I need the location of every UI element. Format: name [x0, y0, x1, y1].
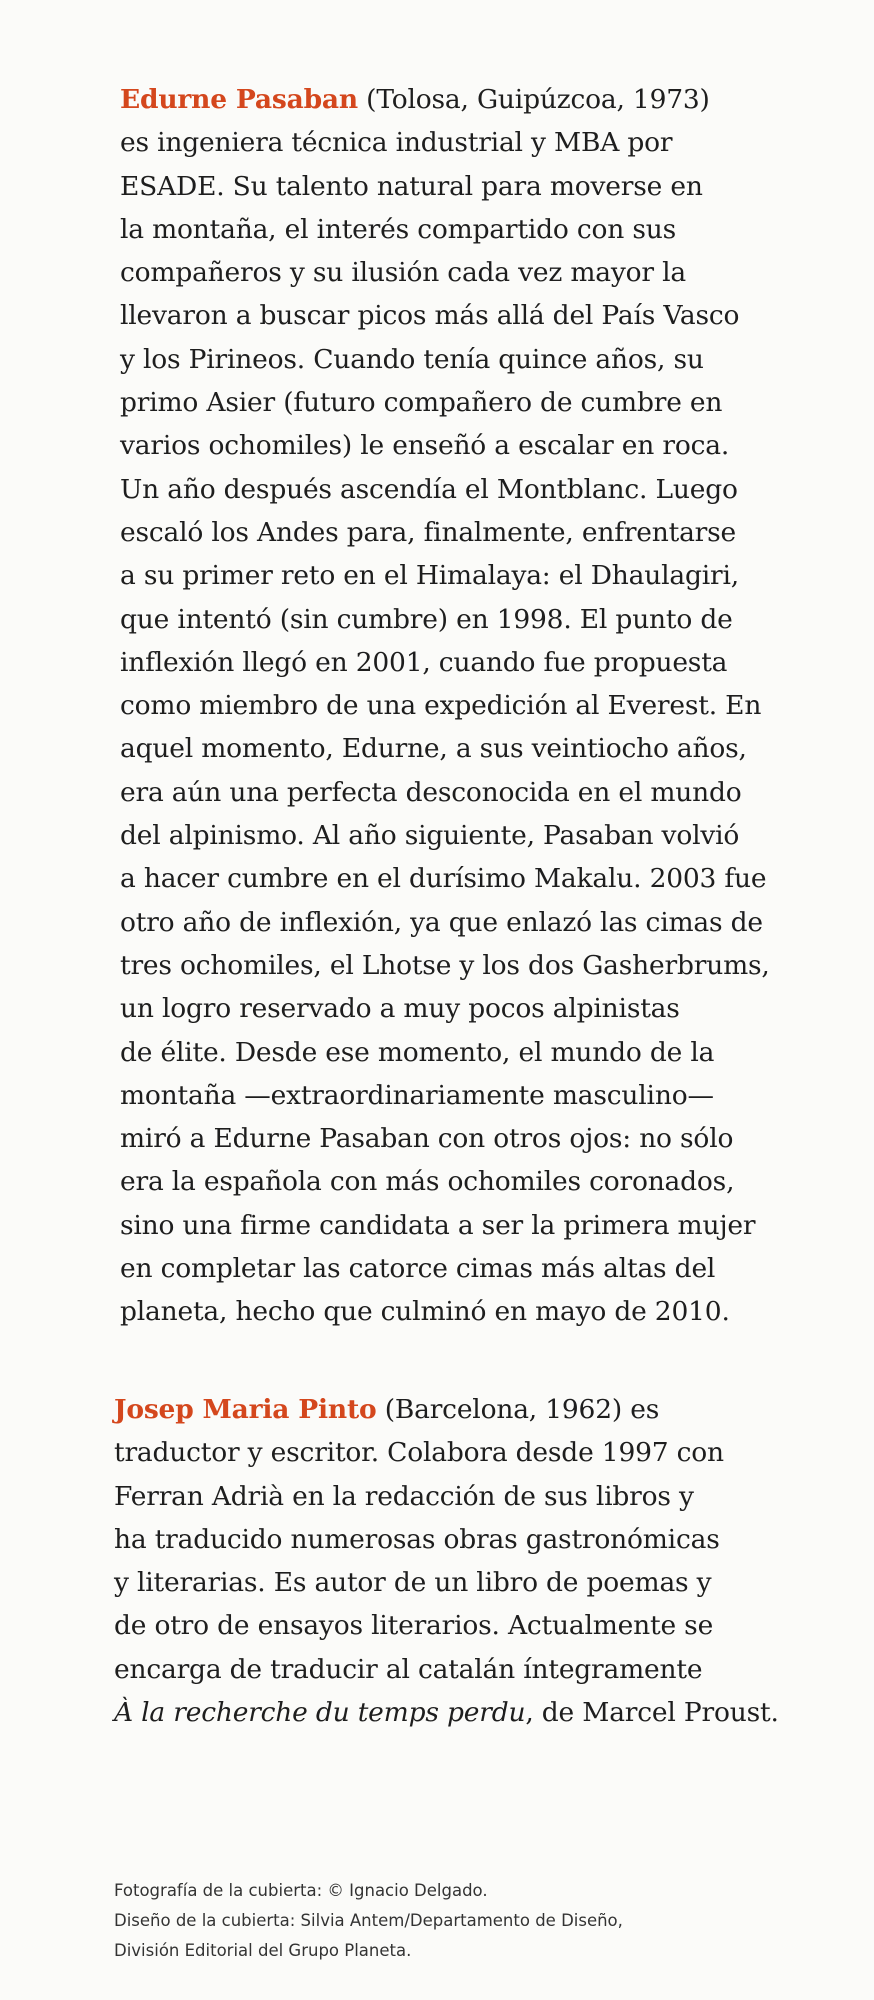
- bio-line: Ferran Adrià en la redacción de sus libros y: [114, 1480, 694, 1512]
- bio-line: como miembro de una expedición al Everest. En: [120, 690, 762, 722]
- bio-line: traductor y escritor. Colabora desde 1997 con: [114, 1437, 724, 1469]
- bio-line: miró a Edurne Pasaban con otros ojos: no sólo: [120, 1123, 734, 1155]
- bio-line: sino una firme candidata a ser la primera mujer: [120, 1209, 756, 1241]
- bio-line: y los Pirineos. Cuando tenía quince años, su: [120, 343, 704, 375]
- bio-line: era aún una perfecta desconocida en el mundo: [120, 776, 742, 808]
- credit-publisher: División Editorial del Grupo Planeta.: [114, 1941, 412, 1960]
- bio-line: y literarias. Es autor de un libro de poemas y: [114, 1567, 712, 1599]
- bio-line: ha traducido numerosas obras gastronómicas: [114, 1523, 720, 1555]
- bio-line: montaña —extraordinariamente masculino—: [120, 1079, 714, 1111]
- bio-line: en completar las catorce cimas más altas del: [120, 1253, 716, 1285]
- bio-line: es ingeniera técnica industrial y MBA por: [120, 127, 673, 159]
- bio-line: varios ochomiles) le enseñó a escalar en roca.: [120, 430, 730, 462]
- bio-line: primo Asier (futuro compañero de cumbre en: [120, 387, 723, 419]
- bio-line: compañeros y su ilusión cada vez mayor la: [120, 257, 686, 289]
- bio-line: aquel momento, Edurne, a sus veintiocho años,: [120, 733, 747, 765]
- bio-line: tres ochomiles, el Lhotse y los dos Gasherbrums,: [120, 949, 770, 981]
- bio-line: llevaron a buscar picos más allá del País Vasco: [120, 300, 740, 332]
- bio-line-text: , de Marcel Proust.: [525, 1697, 779, 1729]
- bio-line: un logro reservado a muy pocos alpinistas: [120, 993, 680, 1025]
- bio-line: Un año después ascendía el Montblanc. Luego: [120, 473, 738, 505]
- bio-line: a hacer cumbre en el durísimo Makalu. 2003 fue: [120, 863, 767, 895]
- bio-line-text: (Barcelona, 1962) es: [376, 1394, 660, 1425]
- bio-line: que intentó (sin cumbre) en 1998. El punto de: [120, 603, 733, 635]
- bio-line: inflexión llegó en 2001, cuando fue propuesta: [120, 646, 728, 678]
- bio-line: de otro de ensayos literarios. Actualmente se: [114, 1610, 714, 1642]
- author-bio-pasaban: [120, 78, 770, 1334]
- translator-bio-pinto: [114, 1388, 779, 1734]
- bio-line: a su primer reto en el Himalaya: el Dhaulagiri,: [120, 560, 740, 592]
- bio-line: [120, 78, 770, 121]
- bio-line: ESADE. Su talento natural para moverse en: [120, 170, 703, 202]
- bio-line-text: (Tolosa, Guipúzcoa, 1973): [357, 84, 710, 115]
- bio-line: del alpinismo. Al año siguiente, Pasaban volvió: [120, 820, 740, 852]
- bio-line: la montaña, el interés compartido con sus: [120, 213, 677, 245]
- bio-line: escaló los Andes para, finalmente, enfrentarse: [120, 516, 737, 548]
- bio-line: otro año de inflexión, ya que enlazó las cimas de: [120, 906, 763, 938]
- bio-line: de élite. Desde ese momento, el mundo de la: [120, 1036, 715, 1068]
- bio-line: era la española con más ochomiles coronados,: [120, 1166, 735, 1198]
- credit-photo: Fotografía de la cubierta: © Ignacio Delgado.: [114, 1881, 488, 1900]
- translator-name: Josep Maria Pinto: [114, 1394, 377, 1425]
- bio-line: planeta, hecho que culminó en mayo de 2010.: [120, 1296, 730, 1328]
- bio-line: encarga de traducir al catalán íntegramente: [114, 1653, 703, 1685]
- bio-line: [114, 1691, 779, 1734]
- author-name: Edurne Pasaban: [120, 84, 358, 115]
- book-title: À la recherche du temps perdu: [114, 1697, 526, 1729]
- credit-design: Diseño de la cubierta: Silvia Antem/Departamento de Diseño,: [114, 1911, 623, 1930]
- bio-line: [114, 1388, 779, 1431]
- cover-credits: [114, 1876, 623, 1966]
